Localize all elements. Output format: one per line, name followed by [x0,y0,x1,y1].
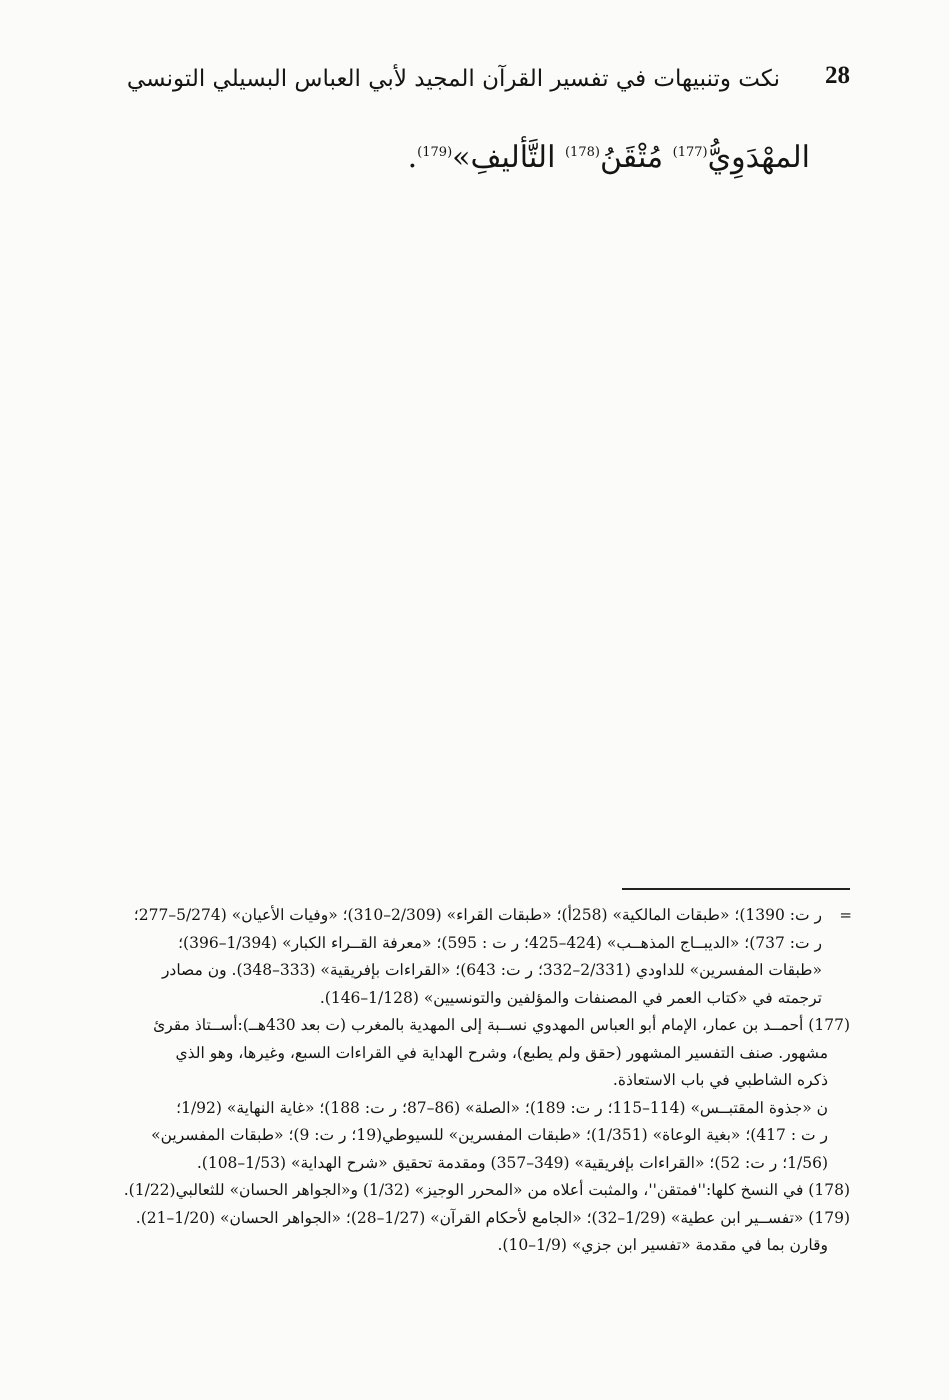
footnote-line: مشهور. صنف التفسير المشهور (حقق ولم يطبع)، وشرح الهداية في القراءات السبع، وغيرها، وهو الذي [175,1043,828,1062]
footnote-line: ر ت: 1390)؛ «طبقات المالكية» (258أ)؛ «طبقات القراء» (2/309–310)؛ «وفيات الأعيان» (5/274–277؛ [133,906,822,924]
footnote-line: (178) في النسخ كلها:''فمتقن''، والمثبت أعلاه من «المحرر الوجيز» (1/32) و«الجواهر الحسان» للثعالبي(1/22). [123,1181,850,1199]
footnote-177 [82,1012,850,1177]
word-taleef: التَّأليفِ» [452,140,556,175]
footnote-178 [82,1177,850,1205]
footnote-line: ذكره الشاطبي في باب الاستعاذة. [612,1071,828,1089]
footnote-179 [82,1205,850,1260]
word-mahdawi: المهْدَوِيُّ [707,140,810,175]
footnote-line: (179) «تفســير ابن عطية» (1/29–32)؛ «الجامع لأحكام القرآن» (1/27–28)؛ «الجواهر الحسان» (1/20–21). [135,1208,850,1227]
page-number: 28 [825,62,850,89]
note-ref-177[interactable]: (177) [672,145,708,160]
footnote-continuation [82,902,850,1012]
note-ref-179[interactable]: (179) [417,145,453,160]
running-head: نكت وتنبيهات في تفسير القرآن المجيد لأبي العباس البسيلي التونسي [126,66,780,92]
footnote-line: ر ت: 737)؛ «الديبــاج المذهــب» (424–425؛ ر ت : 595)؛ «معرفة القــراء الكبار» (1/394–396)؛ [178,933,822,952]
footnote-rule [622,888,850,890]
footnote-line: (1/56؛ ر ت: 52)؛ «القراءات بإفريقية» (349–357) ومقدمة تحقيق «شرح الهداية» (1/53–108). [196,1153,828,1172]
note-ref-178[interactable]: (178) [564,145,600,160]
main-text [380,140,810,175]
footnote-line: «طبقات المفسرين» للداودي (2/331–332؛ ر ت: 643)؛ «القراءات بإفريقية» (333–348). ون مصادر [161,961,822,979]
footnote-line: (177) أحمــد بن عمار، الإمام أبو العباس المهدوي نســبة إلى المهدية بالمغرب (ت بعد 430هــ):أســتاذ مقرئ [153,1016,850,1034]
end-mark: . [407,140,418,175]
footnote-line: ن «جذوة المقتبــس» (114–115؛ ر ت: 189)؛ «الصلة» (86–87؛ ر ت: 188)؛ «غاية النهاية» (1/92؛ [176,1098,828,1117]
continuation-mark: = [839,906,852,924]
footnote-line: ترجمته في «كتاب العمر في المصنفات والمؤلفين والتونسيين» (1/128–146). [319,988,822,1007]
word-mutqan: مُتْقَنُ [599,140,664,175]
footnote-line: ر ت : 417)؛ «بغية الوعاة» (1/351)؛ «طبقات المفسرين» للسيوطي(19؛ ر ت: 9)؛ «طبقات المفسرين» [151,1126,828,1144]
footnotes [82,902,850,1260]
footnote-line: وقارن بما في مقدمة «تفسير ابن جزي» (1/9–10). [497,1236,828,1254]
